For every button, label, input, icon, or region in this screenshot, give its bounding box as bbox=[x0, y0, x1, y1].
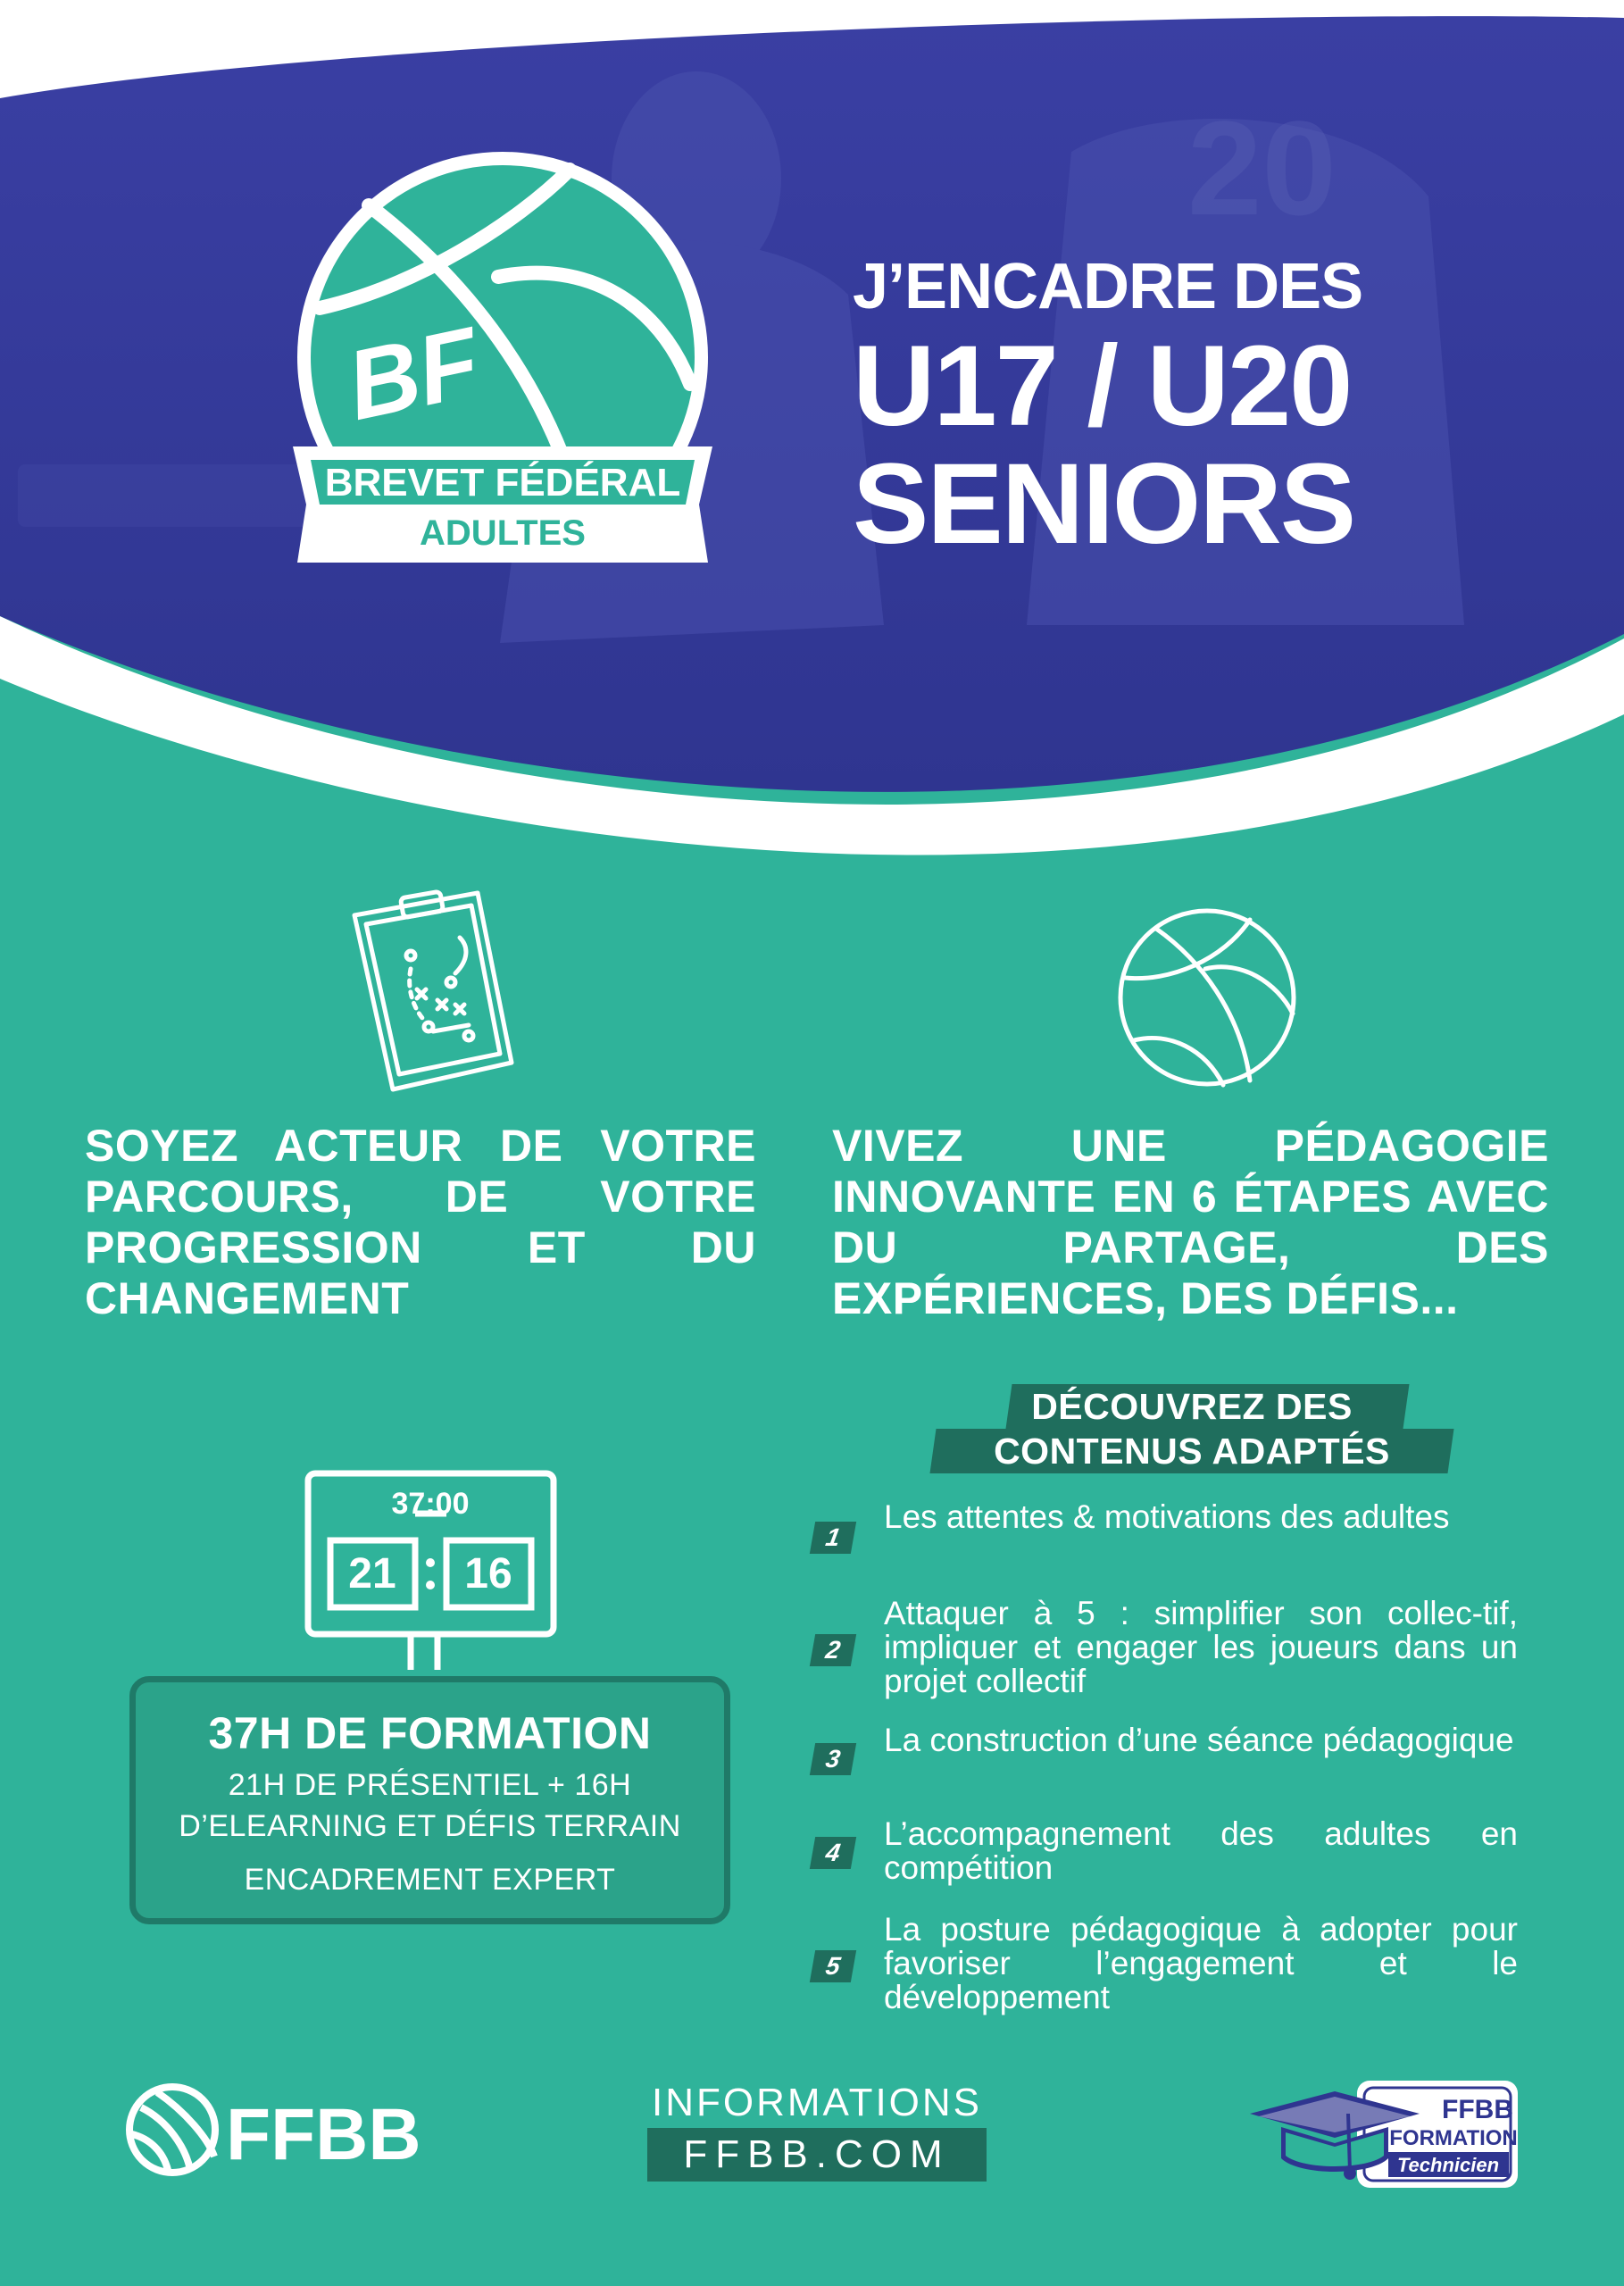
item-text: La construction d’une séance pédagogique bbox=[884, 1722, 1514, 1758]
feature-left-text: SOYEZ ACTEUR DE VOTRE PARCOURS, DE VOTRE PROGRESSION ET DU CHANGEMENT bbox=[85, 1121, 756, 1323]
info-label: INFORMATIONS bbox=[651, 2081, 983, 2124]
item-text: La posture pédagogique à adopter pour favoriser l’engagement et le développement bbox=[884, 1911, 1518, 2015]
ffbb-logo-text: FFBB bbox=[226, 2094, 421, 2175]
formation-logo-line-2: FORMATION bbox=[1389, 2126, 1518, 2150]
badge-subtitle: ADULTES bbox=[420, 513, 586, 553]
hero-line-2: U17 / U20 bbox=[853, 322, 1352, 450]
scoreboard-time: 37:00 bbox=[391, 1487, 470, 1521]
svg-text:20: 20 bbox=[1187, 93, 1337, 243]
feature-right-text: VIVEZ UNE PÉDAGOGIE INNOVANTE EN 6 ÉTAPES AVEC DU PARTAGE, DES EXPÉRIENCES, DES DÉFIS... bbox=[832, 1121, 1549, 1323]
brevet-federal-badge bbox=[284, 152, 721, 598]
hero-line-3: SENIORS bbox=[853, 440, 1355, 568]
scoreboard-home: 21 bbox=[348, 1550, 396, 1598]
item-number: 3 bbox=[810, 1743, 856, 1775]
ffbb-formation-technicien-logo bbox=[1250, 2073, 1522, 2194]
ffbb-logo bbox=[123, 2081, 421, 2179]
formation-logo-line-1: FFBB bbox=[1442, 2095, 1513, 2124]
contents-heading-line-1: DÉCOUVREZ DES bbox=[1031, 1386, 1353, 1427]
training-expert: ENCADREMENT EXPERT bbox=[244, 1863, 616, 1897]
item-number: 2 bbox=[810, 1634, 856, 1666]
badge-title: BREVET FÉDÉRAL bbox=[324, 461, 681, 505]
item-text: L’accompagnement des adultes en compétition bbox=[884, 1815, 1518, 1886]
training-title: 37H DE FORMATION bbox=[208, 1708, 652, 1758]
scoreboard-icon bbox=[304, 1469, 558, 1674]
training-line-1: 21H DE PRÉSENTIEL + 16H bbox=[228, 1768, 632, 1802]
training-line-2: D’ELEARNING ET DÉFIS TERRAIN bbox=[179, 1809, 681, 1843]
item-number: 1 bbox=[810, 1522, 856, 1554]
hero-line-1: J’ENCADRE DES bbox=[853, 251, 1363, 322]
scoreboard-away: 16 bbox=[464, 1550, 512, 1598]
item-number: 4 bbox=[810, 1837, 856, 1869]
contents-heading-line-2: CONTENUS ADAPTÉS bbox=[994, 1431, 1390, 1472]
clipboard-tactics-icon bbox=[344, 884, 522, 1098]
training-info-box bbox=[129, 1676, 730, 1924]
item-text: Les attentes & motivations des adultes bbox=[884, 1498, 1450, 1535]
item-number: 5 bbox=[810, 1950, 856, 1982]
formation-logo-line-3: Technicien bbox=[1396, 2154, 1500, 2176]
hero-title bbox=[853, 251, 1495, 568]
info-url-link[interactable]: FFBB.COM bbox=[647, 2128, 987, 2182]
contents-heading bbox=[933, 1384, 1451, 1473]
basketball-icon bbox=[1116, 906, 1299, 1089]
badge-initials: BF bbox=[337, 306, 489, 442]
item-text: Attaquer à 5 : simplifier son collec-tif, impliquer et engager les joueurs dans un projet collectif bbox=[884, 1595, 1518, 1699]
